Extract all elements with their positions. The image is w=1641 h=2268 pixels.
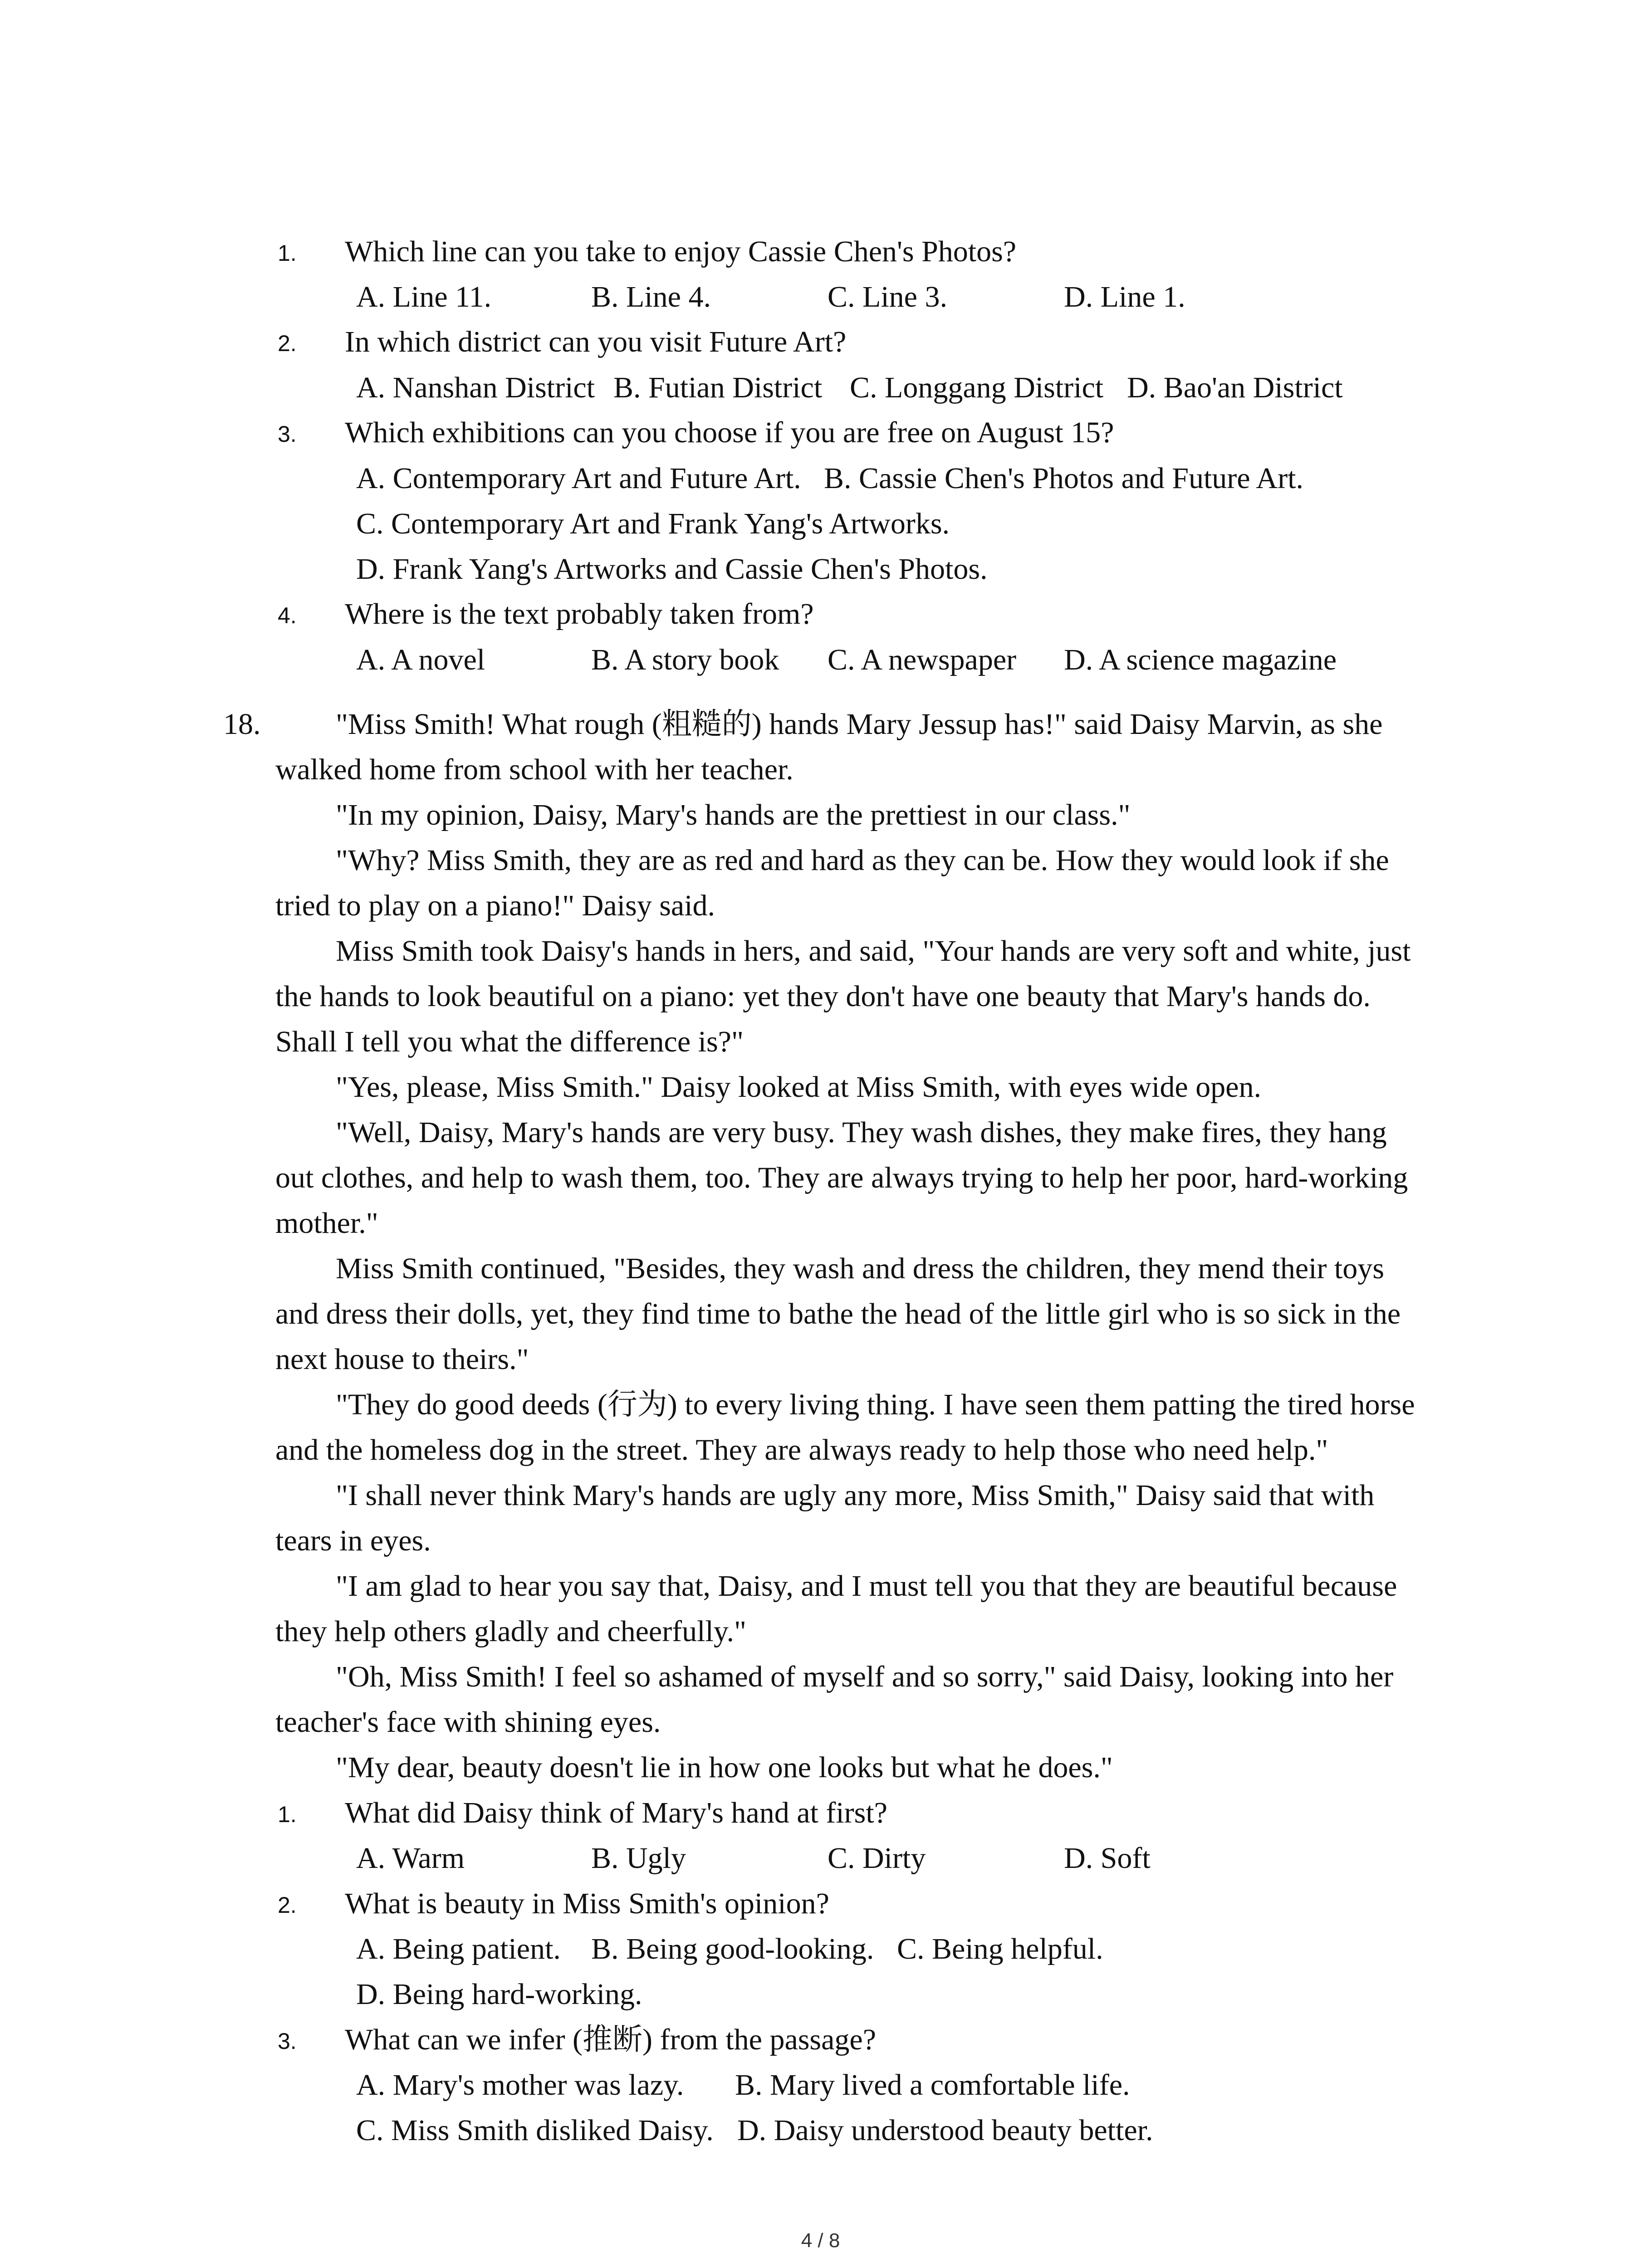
option: C. Being helpful. [897,1932,1103,1965]
option: D. Bao'an District [1127,371,1343,404]
question-number: 1. [278,240,297,266]
option: A. Line 11. [356,280,492,313]
passage-line: "Well, Daisy, Mary's hands are very busy. They wash dishes, they make fires, they hang [336,1116,1387,1149]
passage-line: mother." [275,1207,378,1240]
passage-line: "Miss Smith! What rough (粗糙的) hands Mary Jessup has!" said Daisy Marvin, as she [336,708,1383,741]
question-number: 3. [278,2028,297,2054]
option: B. A story book [591,643,779,676]
question-text: In which district can you visit Future Art? [345,325,847,358]
option: C. Miss Smith disliked Daisy. [356,2114,714,2147]
option: B. Cassie Chen's Photos and Future Art. [824,462,1303,495]
passage-line: "My dear, beauty doesn't lie in how one looks but what he does." [336,1751,1113,1784]
option: B. Futian District [613,371,823,404]
passage-line: the hands to look beautiful on a piano: yet they don't have one beauty that Mary's hands do. [275,980,1371,1013]
question-number: 2. [278,331,297,356]
passage-line: Shall I tell you what the difference is?" [275,1025,744,1058]
option: D. Daisy understood beauty better. [737,2114,1153,2147]
passage-line: out clothes, and help to wash them, too. They are always trying to help her poor, hard-working [275,1161,1408,1194]
option: A. Contemporary Art and Future Art. [356,462,801,495]
passage-line: "Why? Miss Smith, they are as red and hard as they can be. How they would look if she [336,844,1389,877]
option: D. Soft [1064,1842,1151,1875]
passage-line: "Oh, Miss Smith! I feel so ashamed of myself and so sorry," said Daisy, looking into her [336,1660,1394,1693]
option: A. Being patient. [356,1932,561,1965]
passage-line: Miss Smith continued, "Besides, they wash and dress the children, they mend their toys [336,1252,1384,1285]
passage-line: tears in eyes. [275,1524,431,1557]
option: C. Line 3. [828,280,947,313]
option: B. Mary lived a comfortable life. [735,2068,1130,2102]
question-text: What did Daisy think of Mary's hand at first? [345,1796,887,1829]
option: A. Warm [356,1842,465,1875]
question-text: Which exhibitions can you choose if you are free on August 15? [345,416,1114,449]
option: C. Dirty [828,1842,926,1875]
option: D. A science magazine [1064,643,1337,676]
question-number: 1. [278,1802,297,1827]
option: D. Being hard-working. [356,1978,642,2011]
passage-line: "I shall never think Mary's hands are ugly any more, Miss Smith," Daisy said that with [336,1479,1375,1512]
question-text: What is beauty in Miss Smith's opinion? [345,1887,829,1920]
passage-line: "In my opinion, Daisy, Mary's hands are the prettiest in our class." [336,798,1131,831]
passage-line: walked home from school with her teacher. [275,753,794,786]
option: D. Frank Yang's Artworks and Cassie Chen's Photos. [356,552,988,586]
question-number: 2. [278,1892,297,1918]
option: A. A novel [356,643,485,676]
option: C. A newspaper [828,643,1017,676]
passage-line: "They do good deeds (行为) to every living thing. I have seen them patting the tired horse [336,1388,1415,1421]
question-text: Where is the text probably taken from? [345,597,814,631]
question-number: 3. [278,421,297,447]
option: D. Line 1. [1064,280,1185,313]
option: B. Being good-looking. [591,1932,874,1965]
option: B. Ugly [591,1842,686,1875]
question-number: 4. [278,603,297,628]
passage-line: "I am glad to hear you say that, Daisy, and I must tell you that they are beautiful because [336,1569,1397,1603]
page-number: 4 / 8 [801,2229,840,2252]
passage-line: Miss Smith took Daisy's hands in hers, and said, "Your hands are very soft and white, just [336,934,1411,968]
passage-number: 18. [223,708,261,741]
passage-line: tried to play on a piano!" Daisy said. [275,889,715,922]
question-text: Which line can you take to enjoy Cassie Chen's Photos? [345,235,1017,268]
passage-line: they help others gladly and cheerfully." [275,1615,746,1648]
option: A. Nanshan District [356,371,595,404]
passage-line: teacher's face with shining eyes. [275,1706,661,1739]
passage-line: and the homeless dog in the street. They are always ready to help those who need help." [275,1433,1328,1466]
option: A. Mary's mother was lazy. [356,2068,684,2102]
passage-line: next house to theirs." [275,1343,529,1376]
option: C. Contemporary Art and Frank Yang's Artworks. [356,507,950,540]
option: C. Longgang District [850,371,1104,404]
passage-line: and dress their dolls, yet, they find time to bathe the head of the little girl who is so sick in the [275,1297,1401,1330]
question-text: What can we infer (推断) from the passage? [345,2023,876,2056]
passage-line: "Yes, please, Miss Smith." Daisy looked at Miss Smith, with eyes wide open. [336,1070,1261,1104]
option: B. Line 4. [591,280,711,313]
